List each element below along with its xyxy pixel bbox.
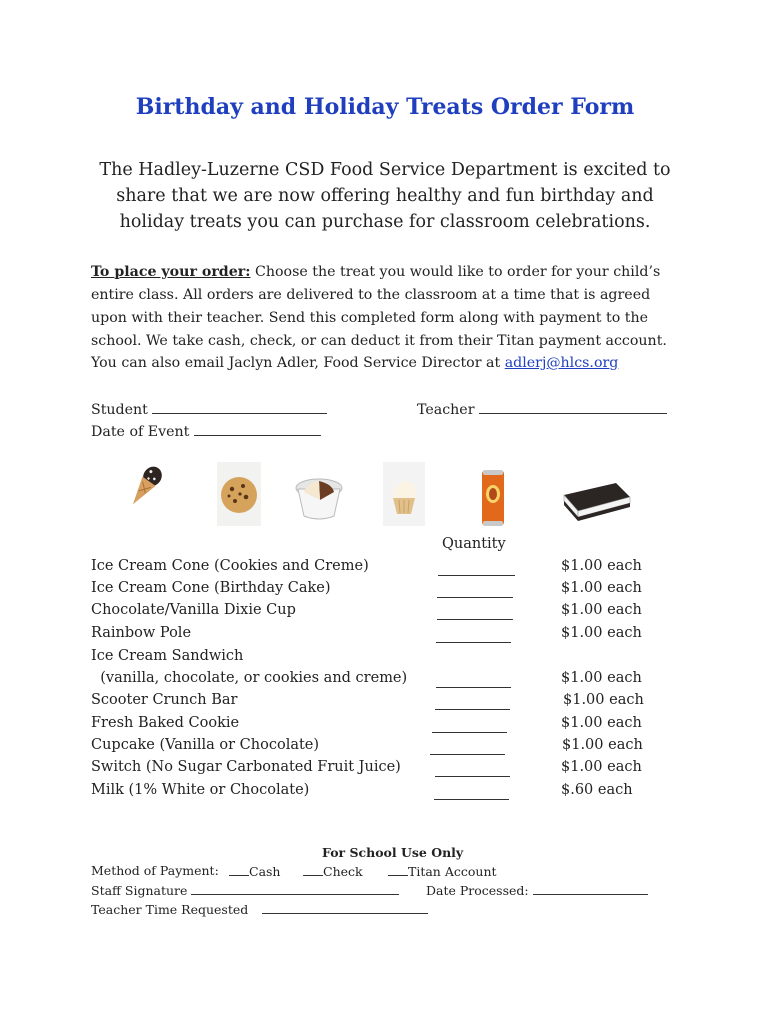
- item-label: Switch (No Sugar Carbonated Fruit Juice): [91, 759, 401, 775]
- cash-check-line[interactable]: [229, 863, 249, 876]
- item-price: $1.00 each: [561, 558, 642, 574]
- teacher-field: [417, 399, 667, 418]
- titan-label: Titan Account: [408, 864, 497, 879]
- cash-label: Cash: [249, 864, 281, 879]
- item-price: $1.00 each: [561, 759, 642, 775]
- instructions-line-3: upon with their teacher. Send this completed form along with payment to the: [91, 310, 649, 326]
- instructions-line-2: entire class. All orders are delivered to the classroom at a time that is agreed: [91, 287, 651, 303]
- quantity-line[interactable]: [432, 731, 507, 733]
- item-price: $1.00 each: [561, 602, 642, 618]
- intro-line-2: share that we are now offering healthy and fun birthday and: [116, 186, 654, 206]
- teacher-time-label: Teacher Time Requested: [91, 902, 249, 917]
- item-label: Fresh Baked Cookie: [91, 715, 240, 731]
- juice-can-image: [480, 468, 506, 528]
- quantity-line[interactable]: [435, 775, 510, 777]
- quantity-line[interactable]: [435, 708, 510, 710]
- instructions-text-1: Choose the treat you would like to order for your child’s: [250, 264, 661, 280]
- teacher-label: Teacher: [417, 402, 475, 418]
- quantity-line[interactable]: [437, 618, 513, 620]
- ice-cream-sandwich-image: [560, 477, 634, 525]
- item-label: Ice Cream Cone (Cookies and Creme): [91, 558, 369, 574]
- instructions-line-4: school. We take cash, check, or can deduct it from their Titan payment account.: [91, 333, 667, 349]
- titan-option[interactable]: [388, 863, 497, 879]
- teacher-time-line[interactable]: [262, 901, 428, 914]
- quantity-line[interactable]: [434, 798, 509, 800]
- student-label: Student: [91, 402, 148, 418]
- item-price: $1.00 each: [562, 737, 643, 753]
- item-price: $1.00 each: [561, 715, 642, 731]
- item-price: $1.00 each: [563, 692, 644, 708]
- item-label: Ice Cream Sandwich: [91, 648, 244, 664]
- item-price: $1.00 each: [561, 580, 642, 596]
- date-processed-field: [426, 882, 648, 898]
- quantity-line[interactable]: [437, 596, 513, 598]
- item-label: Cupcake (Vanilla or Chocolate): [91, 737, 320, 753]
- staff-signature-label: Staff Signature: [91, 883, 188, 898]
- date-input-line[interactable]: [194, 421, 321, 436]
- item-label: Milk (1% White or Chocolate): [91, 782, 310, 798]
- form-title: Birthday and Holiday Treats Order Form: [135, 94, 635, 120]
- item-label: Rainbow Pole: [91, 625, 192, 641]
- teacher-input-line[interactable]: [479, 399, 667, 414]
- item-price: $1.00 each: [561, 625, 642, 641]
- instructions-text-5: You can also email Jaclyn Adler, Food Service Director at: [91, 355, 505, 371]
- staff-signature-field: [91, 882, 399, 898]
- check-label: Check: [323, 864, 363, 879]
- date-field: [91, 421, 321, 440]
- date-label: Date of Event: [91, 424, 190, 440]
- titan-check-line[interactable]: [388, 863, 408, 876]
- student-field: [91, 399, 327, 418]
- cash-option[interactable]: [229, 863, 280, 879]
- teacher-time-field: [91, 901, 428, 917]
- quantity-line[interactable]: [430, 753, 505, 755]
- quantity-line[interactable]: [436, 641, 511, 643]
- item-label: Ice Cream Cone (Birthday Cake): [91, 580, 331, 596]
- date-processed-line[interactable]: [533, 882, 648, 895]
- quantity-line[interactable]: [436, 686, 511, 688]
- ice-cream-cone-image: [124, 464, 166, 510]
- check-option[interactable]: [303, 863, 363, 879]
- intro-line-1: The Hadley-Luzerne CSD Food Service Department is excited to: [99, 160, 671, 180]
- item-price: $.60 each: [561, 782, 633, 798]
- instructions-line-1: [91, 264, 660, 280]
- instructions-line-5: [91, 355, 618, 371]
- item-price: $1.00 each: [561, 670, 642, 686]
- quantity-line[interactable]: [438, 574, 515, 576]
- intro-line-3: holiday treats you can purchase for classroom celebrations.: [119, 212, 651, 232]
- date-processed-label: Date Processed:: [426, 883, 529, 898]
- staff-signature-line[interactable]: [191, 882, 399, 895]
- student-input-line[interactable]: [152, 399, 327, 414]
- item-label: Scooter Crunch Bar: [91, 692, 238, 708]
- dixie-cup-image: [294, 476, 344, 522]
- quantity-header: Quantity: [442, 536, 506, 552]
- cookie-image: [217, 462, 261, 526]
- method-of-payment-label: Method of Payment:: [91, 863, 219, 878]
- item-label: (vanilla, chocolate, or cookies and creme): [91, 670, 408, 686]
- school-use-heading: For School Use Only: [322, 845, 464, 860]
- check-check-line[interactable]: [303, 863, 323, 876]
- cupcake-image: [383, 462, 425, 526]
- email-link[interactable]: adlerj@hlcs.org: [504, 355, 619, 371]
- item-label: Chocolate/Vanilla Dixie Cup: [91, 602, 296, 618]
- instructions-heading: To place your order:: [91, 264, 251, 280]
